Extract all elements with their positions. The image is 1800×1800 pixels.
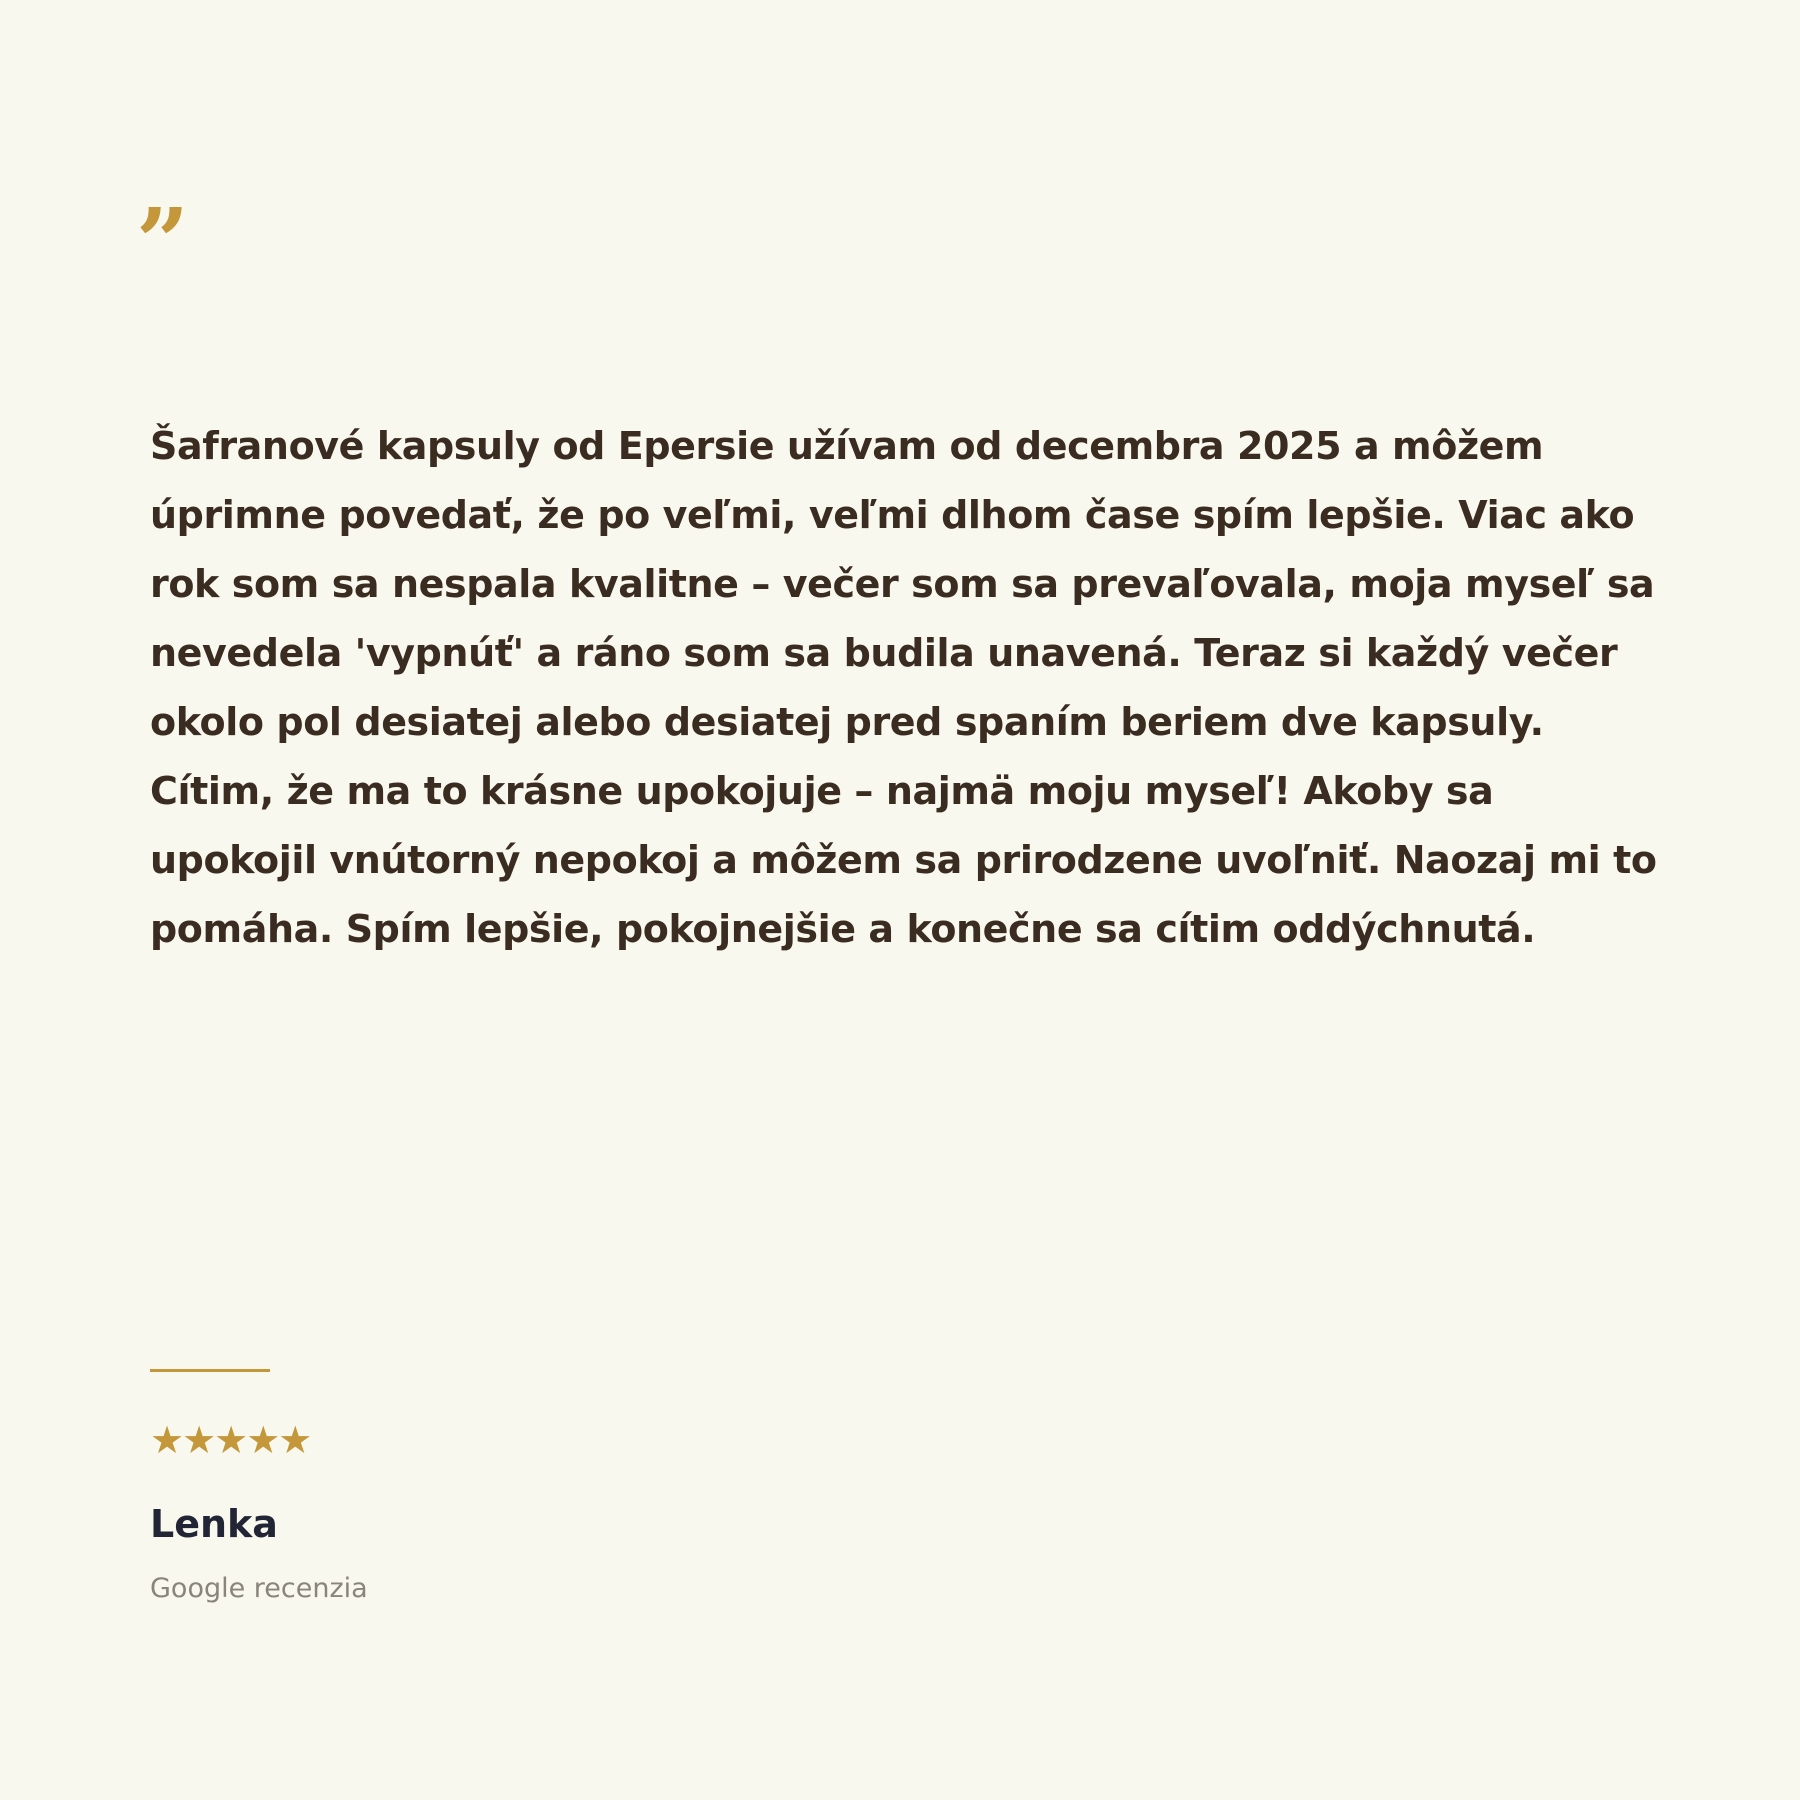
review-text: Šafranové kapsuly od Epersie užívam od decembra 2025 a môžem úprimne povedať, že po veľmi, veľmi dlhom čase spím lepšie. Viac ako rok som sa nespala kvalitne – večer som sa prevaľovala, moja myseľ sa nevedela 'vypnúť' a ráno som sa budila unavená. Teraz si každý večer okolo pol desiatej alebo desiatej pred spaním beriem dve kapsuly. Cítim, že ma to krásne upokojuje – najmä moju myseľ! Akoby sa upokojil vnútorný nepokoj a môžem sa prirodzene uvoľniť. Naozaj mi to pomáha. Spím lepšie, pokojnejšie a konečne sa cítim oddýchnutá. [150,424,1657,951]
star-rating: ★★★★★ [150,1418,311,1462]
quote-icon: ” [136,196,189,266]
review-source: Google recenzia [150,1573,368,1604]
author-name: Lenka [150,1502,278,1546]
divider [150,1369,270,1372]
